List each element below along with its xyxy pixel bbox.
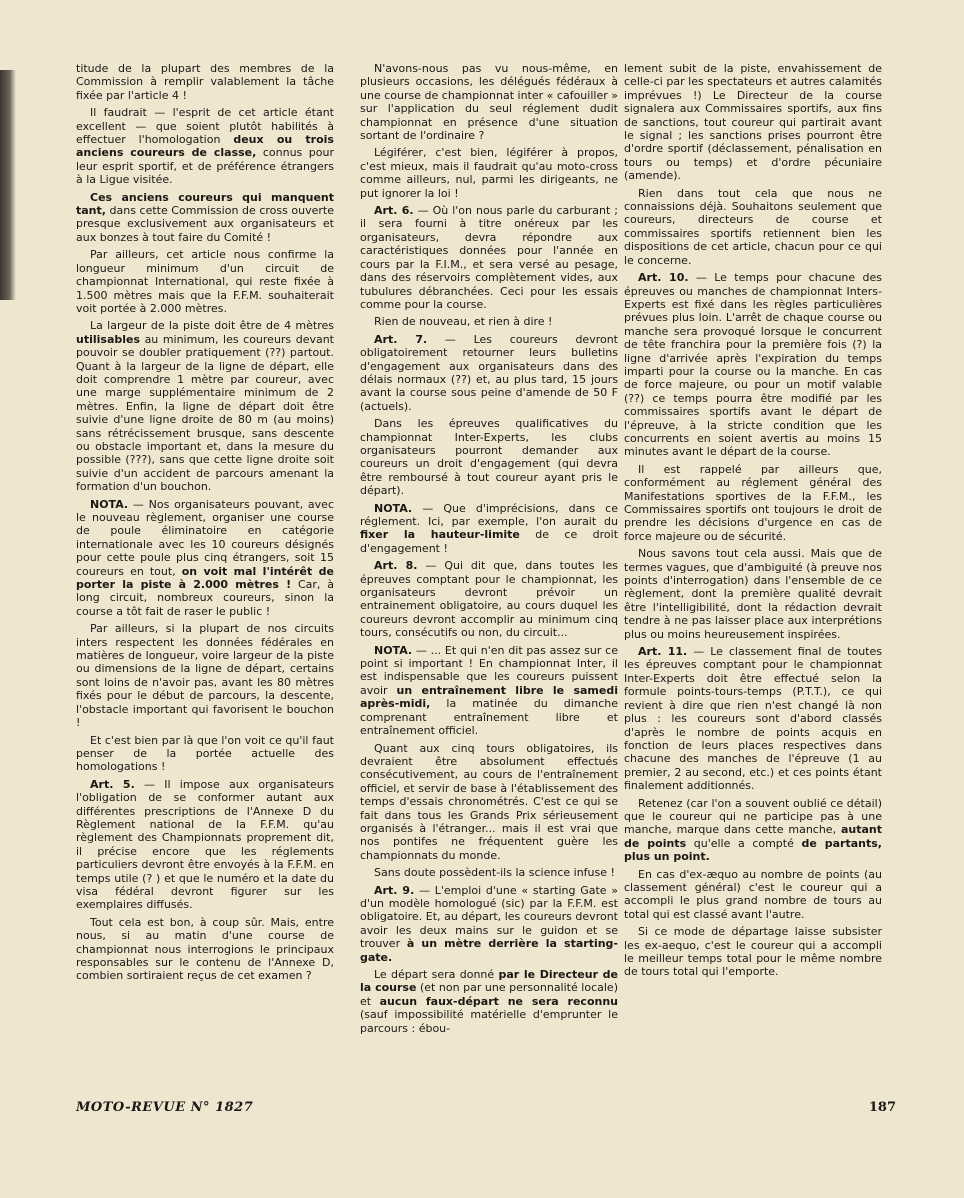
journal-issue: MOTO-REVUE N° 1827 <box>76 1100 254 1115</box>
paragraph: Le départ sera donné par le Directeur de la course (et non par une personnalité locale) et aucun faux-départ ne sera reconnu (sauf impossibilité matérielle d'emprunter le parcours : ébou- <box>360 968 618 1035</box>
paragraph: Tout cela est bon, à coup sûr. Mais, entre nous, si au matin d'une course de championnat nous interrogions le principaux responsables sur le contenu de l'Annexe D, combien sortiraient reçus de cet examen ? <box>76 915 334 983</box>
paragraph: La largeur de la piste doit être de 4 mètres utilisables au minimum, les coureurs devant pouvoir se doubler pratiquement (??) partout. Quant à la largeur de la ligne de départ, elle doit comprendre 1 mètre par coureur, avec une marge supplémentaire minimum de 2 mètres. Enfin, la ligne de départ doit être suivie d'une ligne droite de 80 m (au moins) sans rétrécissement brusque, sans descente ou obstacle important et, dans la mesure du possible (???), sans que cette ligne droite soit suivie d'un accident de parcours amenant la formation d'un bouchon. <box>76 319 334 494</box>
paragraph: NOTA. — Que d'imprécisions, dans ce réglement. Ici, par exemple, l'on aurait du fixer la hauteur-limite de ce droit d'engagement ! <box>360 501 618 555</box>
paragraph: Rien de nouveau, et rien à dire ! <box>374 315 553 329</box>
paragraph: Par ailleurs, si la plupart de nos circuits inters respectent les données fédérales en matières de longueur, voire largeur de la piste ou dimensions de la ligne de départ, certains sont loins de n'avoir pas, avant les 80 mètres fixés pour le début de parcours, la descente, l'obstacle important qui favorisent le bouchon ! <box>76 622 334 730</box>
paragraph: titude de la plupart des membres de la Commission à remplir valablement la tâche fixée par l'article 4 ! <box>76 62 334 102</box>
page-footer <box>76 1100 896 1120</box>
paragraph: Rien dans tout cela que nous ne connaissions déjà. Souhaitons seulement que coureurs, directeurs de course et commissaires sportifs retiennent bien les dispositions de cet article, chacun pour ce qui le concerne. <box>624 186 882 267</box>
paragraph: NOTA. — Nos organisateurs pouvant, avec le nouveau règlement, organiser une course de poule éliminatoire en catégorie internationale avec les 10 coureurs désignés pour cette poule plus cinq étrangers, soit 15 coureurs en tout, on voit mal l'intérêt de porter la piste à 2.000 mètres ! Car, à long circuit, nombreux coureurs, sinon la course a tôt fait de raser le public ! <box>76 497 334 618</box>
paragraph: Retenez (car l'on a souvent oublié ce détail) que le coureur qui ne participe pas à une manche, marque dans cette manche, autant de points qu'elle a compté de partants, plus un point. <box>624 796 882 864</box>
paragraph: N'avons-nous pas vu nous-même, en plusieurs occasions, les délégués fédéraux à une course de championnat inter « cafouiller » sur l'application du seul réglement dudit championnat en présence d'une situation sortant de l'ordinaire ? <box>360 62 618 143</box>
paragraph: Ces anciens coureurs qui manquent tant, dans cette Commission de cross ouverte presque exclusivement aux organisateurs et aux bonzes à tout faire du Comité ! <box>76 190 334 244</box>
paragraph: lement subit de la piste, envahissement de celle-ci par les spectateurs et autres calamités imprévues !) Le Directeur de la course signalera aux Commissaires sportifs, aux fins de sanctions, tout coureur qui partirait avant le signal ; les sanctions prises pourront être d'ordre sportif (déclassement, pénalisation en tours ou temps) et d'ordre pécuniaire (amende). <box>624 62 882 183</box>
paragraph: Art. 10. — Le temps pour chacune des épreuves ou manches de championnat Inters-Experts est fixé dans les règles particulières prévues plus loin. L'arrêt de chaque course ou manche sera provoqué lorsque le concurrent de tête franchira pour la première fois (?) la ligne d'arrivée après l'expiration du temps imparti pour la course ou la manche. En cas de force majeure, ou pour un motif valable (??) ce temps pourra être modifié par les commissaires sportifs avant le départ de l'épreuve, à la stricte condition que les concurrents en soient avertis au moins 15 minutes avant le départ de la course. <box>624 271 882 459</box>
paragraph: NOTA. — ... Et qui n'en dit pas assez sur ce point si important ! En championnat Inter, il est indispensable que les coureurs puissent avoir un entraînement libre le samedi après-midi, la matinée du dimanche comprenant entraînement libre et entraînement officiel. <box>360 643 618 738</box>
paragraph: Art. 8. — Qui dit que, dans toutes les épreuves comptant pour le championnat, les organisateurs devront prévoir un entrainement obligatoire, au cours duquel les coureurs devront accomplir au minimum cinq tours, consécutifs ou non, du circuit... <box>360 559 618 640</box>
paragraph: Légiférer, c'est bien, légiférer à propos, c'est mieux, mais il faudrait qu'au moto-cross comme ailleurs, nul, parmi les dirigeants, ne put ignorer la loi ! <box>360 146 618 200</box>
paragraph: En cas d'ex-æquo au nombre de points (au classement général) c'est le coureur qui a accompli le plus grand nombre de tours au total qui est classé avant l'autre. <box>624 867 882 921</box>
column-3 <box>624 62 882 1092</box>
paragraph: Quant aux cinq tours obligatoires, ils devraient être absolument effectués consécutivement, au cours de l'entraînement officiel, et servir de base à l'établissement des temps d'essais chronométrés. C'est ce qui se fait dans tous les Grands Prix sérieusement organisés à l'étranger... mais il est vrai que nos pontifes ne fréquentent guère les championnats du monde. <box>360 741 618 862</box>
column-1 <box>76 62 334 1092</box>
paragraph: Dans les épreuves qualificatives du championnat Inter-Experts, les clubs organisateurs pourront demander aux coureurs un droit d'engagement (qui devra être remboursé à tout coureur ayant pris le départ). <box>360 417 618 498</box>
paragraph: Nous savons tout cela aussi. Mais que de termes vagues, que d'ambiguité (à preuve nos points d'interrogation) dans l'ensemble de ce règlement, dont la première qualité devrait être l'intelligibilité, dont la rédaction devrait tendre à ne pas laisser place aux interprétions plus ou moins heureusement inspirées. <box>624 547 882 641</box>
paragraph: Art. 5. — Il impose aux organisateurs l'obligation de se conformer autant aux différentes prescriptions de l'Annexe D du Règlement national de la F.F.M. qu'au règlement des Championnats proprement dit, il précise encore que les réglements particuliers devront être envoyés à la F.F.M. en temps utile (? ) et que le numéro et la date du visa fédéral devront figurer sur les exemplaires diffusés. <box>76 777 334 912</box>
paragraph: Il est rappelé par ailleurs que, conformément au réglement général des Manifestations sportives de la F.F.M., les Commissaires sportifs ont toujours le droit de prendre les décisions d'urgence en cas de force majeure ou de sécurité. <box>624 462 882 543</box>
page-edge-shadow <box>0 70 16 300</box>
article-body <box>76 62 896 1092</box>
paragraph: Sans doute possèdent-ils la science infuse ! <box>374 866 615 880</box>
paragraph: Art. 11. — Le classement final de toutes les épreuves comptant pour le championnat Inter-Experts doit être effectué selon la formule points-tours-temps (P.T.T.), ce qui revient à dire que rien n'est changé là non plus : les coureurs sont d'abord classés d'après le nombre de points acquis en fonction de leurs places respectives dans chacune des manches de l'épreuve (1 au premier, 2 au second, etc.) et ces points étant finalement additionnés. <box>624 645 882 793</box>
page-number: 187 <box>868 1100 896 1115</box>
paragraph: Par ailleurs, cet article nous confirme la longueur minimum d'un circuit de championnat International, qui reste fixée à 1.500 mètres mais que la F.F.M. souhaiterait voit portée à 2.000 mètres. <box>76 248 334 315</box>
paragraph: Art. 7. — Les coureurs devront obligatoirement retourner leurs bulletins d'engagement aux organisateurs dans des délais normaux (??) et, au plus tard, 15 jours avant la course sous peine d'amende de 50 F (actuels). <box>360 332 618 413</box>
paragraph: Art. 9. — L'emploi d'une « starting Gate » d'un modèle homologué (sic) par la F.F.M. est obligatoire. Et, au départ, les coureurs devront avoir les deux mains sur le guidon et se trouver à un mètre derrière la starting-gate. <box>360 883 618 964</box>
paragraph: Art. 6. — Où l'on nous parle du carburant ; il sera fourni à titre onéreux par les organisateurs, devra répondre aux caractéristiques données pour l'année en cours par la F.I.M., et sera versé au pesage, dans des réservoirs complètement vides, aux tubulures débranchées. Ceci pour les essais comme pour la course. <box>360 204 618 311</box>
paragraph: Si ce mode de départage laisse subsister les ex-aequo, c'est le coureur qui a accompli le meilleur temps total pour le même nombre de tours total qui l'emporte. <box>624 925 882 979</box>
column-2 <box>360 62 618 1092</box>
paragraph: Et c'est bien par là que l'on voit ce qu'il faut penser de la portée actuelle des homologations ! <box>76 733 334 774</box>
paragraph: Il faudrait — l'esprit de cet article étant excellent — que soient plutôt habilités à effectuer l'homologation deux ou trois anciens coureurs de classe, connus pour leur esprit sportif, et de préférence étrangers à la Ligue visitée. <box>76 106 334 187</box>
